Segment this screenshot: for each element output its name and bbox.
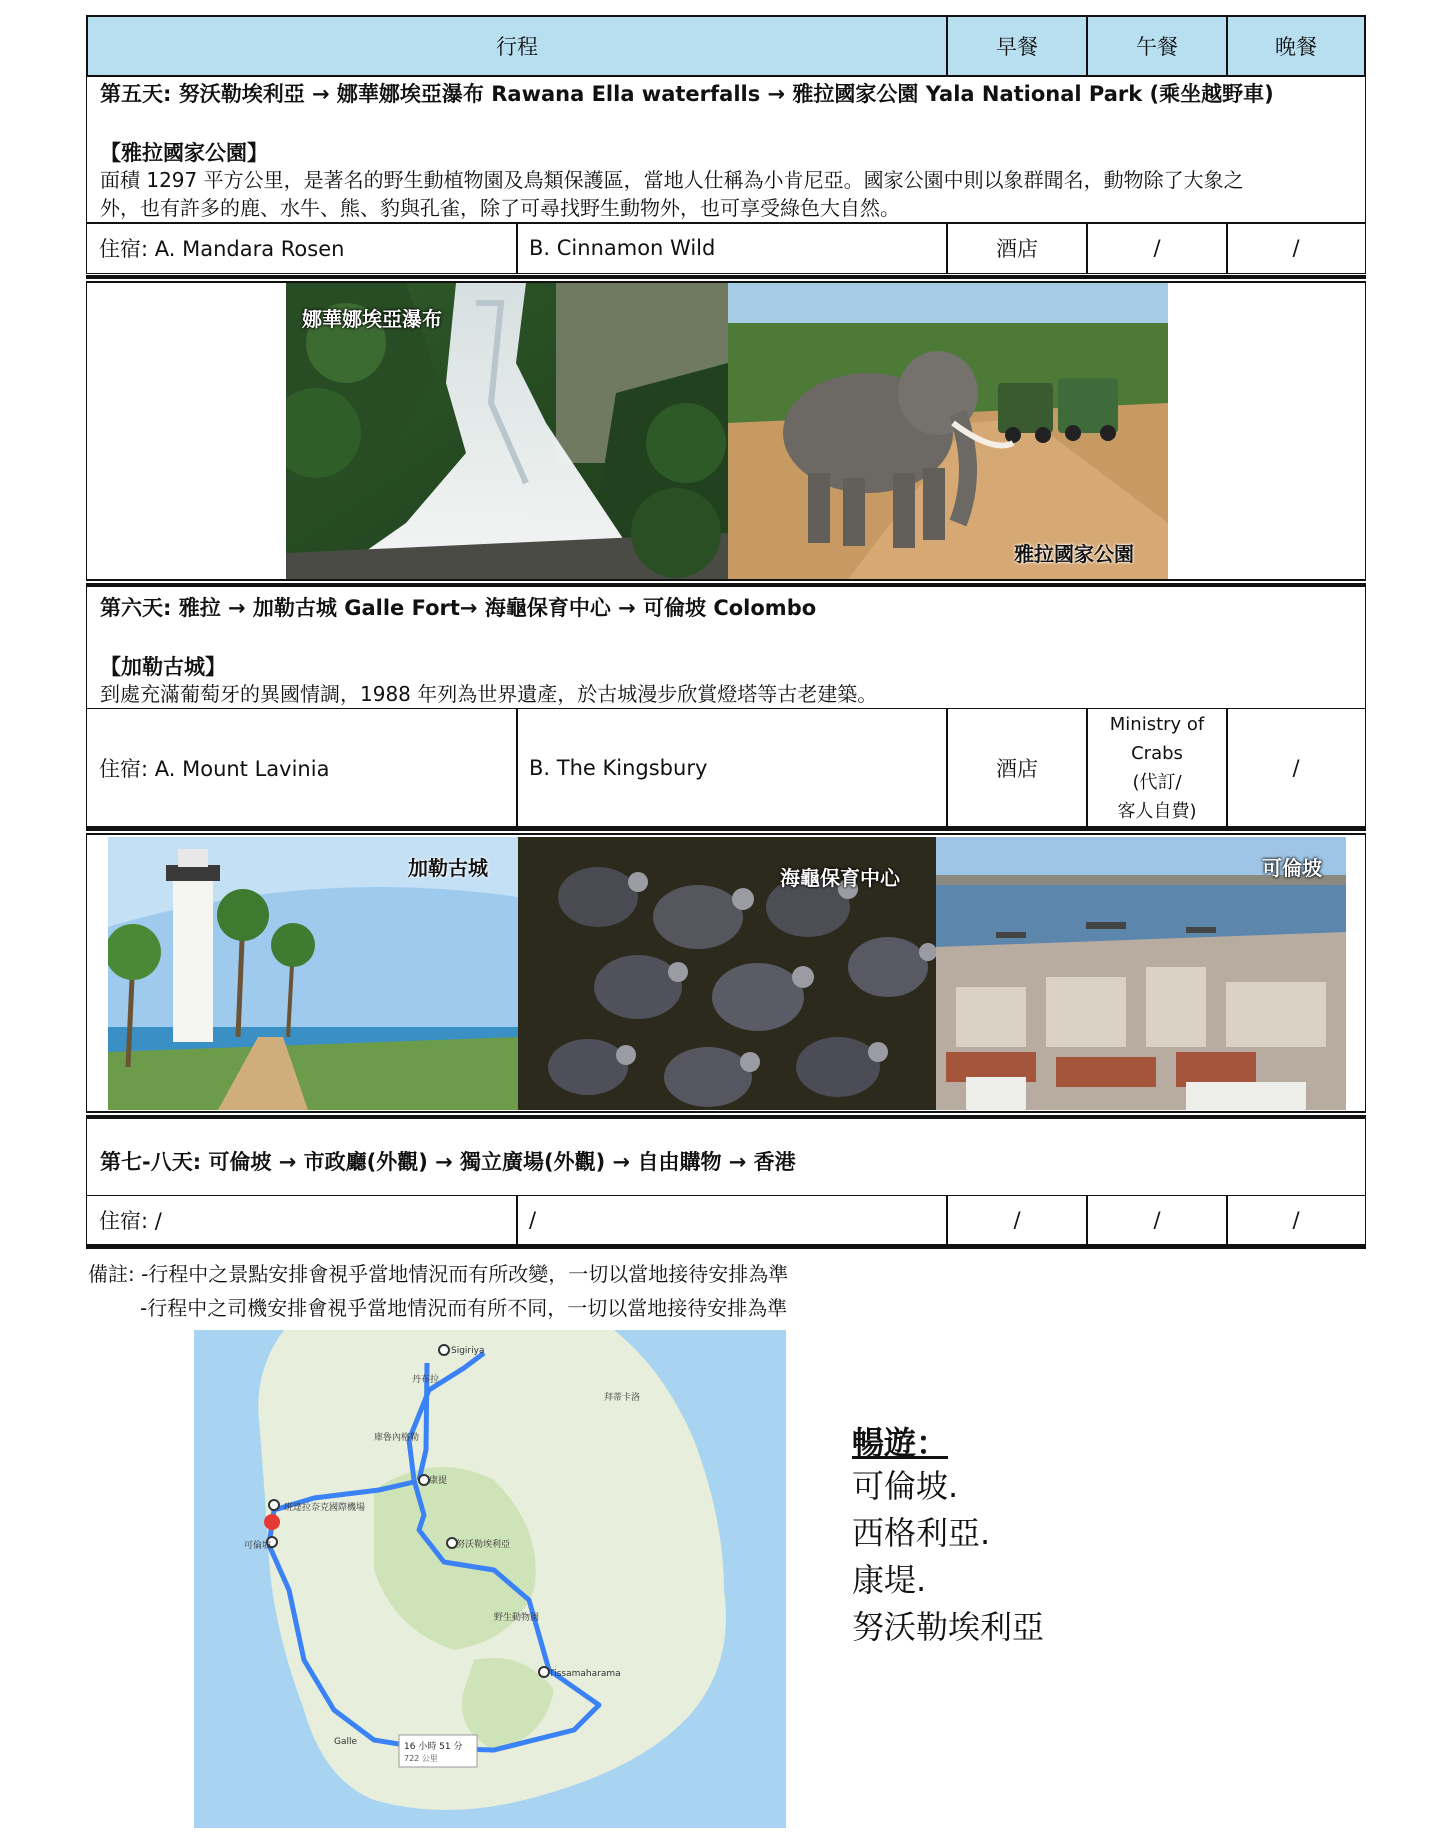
map-label-dambulla: 丹布拉 — [412, 1375, 440, 1385]
elephant-photo — [728, 283, 1168, 579]
tour-item: 努沃勒埃利亞 — [852, 1608, 1045, 1646]
map-label-nuwara: 努沃勒埃利亞 — [456, 1540, 511, 1550]
map-label-tissa: Tissamaharama — [549, 1669, 621, 1679]
map-label-batticaloa: 拜蒂卡洛 — [604, 1393, 641, 1403]
day5-title: 第五天: 努沃勒埃利亞 → 娜華娜埃亞瀑布 Rawana Ella waterfalls → 雅拉國家公園 Yala National Park (乘坐越野車) — [100, 82, 1274, 106]
divider — [86, 1245, 1366, 1249]
tour-item: 可倫坡. — [852, 1467, 959, 1505]
map-label-colombo: 可倫坡 — [244, 1541, 272, 1551]
day6-title: 第六天: 雅拉 → 加勒古城 Galle Fort→ 海龜保育中心 → 可倫坡 Colombo — [100, 596, 817, 620]
day6-desc: 到處充滿葡萄牙的異國情調，1988 年列為世界遺產，於古城漫步欣賞燈塔等古老建築。 — [100, 682, 878, 706]
divider — [86, 275, 1366, 279]
day6-hotel-b: B. The Kingsbury — [516, 708, 948, 827]
day78-title: 第七-八天: 可倫坡 → 市政廳(外觀) → 獨立廣場(外觀) → 自由購物 → 香港 — [100, 1150, 796, 1174]
day5-desc-2: 外，也有許多的鹿、水牛、熊、豹與孔雀，除了可尋找野生動物外，也可享受綠色大自然。 — [100, 196, 900, 220]
day5-lunch: / — [1086, 222, 1228, 274]
note-2: -行程中之司機安排會視乎當地情況而有所不同，一切以當地接待安排為準 — [140, 1296, 788, 1320]
day5-hotel-a: 住宿: A. Mandara Rosen — [86, 222, 518, 274]
day78-hotel-b: / — [516, 1195, 948, 1245]
route-distance-label: 722 公里 — [404, 1754, 438, 1763]
route-time-label: 16 小時 51 分 — [404, 1742, 463, 1752]
day78-lunch: / — [1086, 1195, 1228, 1245]
turtle-caption: 海龜保育中心 — [780, 866, 900, 890]
divider — [86, 579, 1366, 581]
day6-hotel-a: 住宿: A. Mount Lavinia — [86, 708, 518, 827]
note-1: 備註: -行程中之景點安排會視乎當地情況而有所改變，一切以當地接待安排為準 — [88, 1262, 789, 1286]
map-label-kurunegala: 庫魯內格勒 — [374, 1433, 420, 1443]
day6-dinner: / — [1226, 708, 1366, 827]
map-label-sigiriya: Sigiriya — [451, 1346, 485, 1356]
tour-item: 西格利亞. — [852, 1514, 991, 1552]
tour-item: 康堤. — [852, 1561, 927, 1599]
day5-breakfast: 酒店 — [946, 222, 1088, 274]
map-label-galle: Galle — [334, 1737, 358, 1747]
map-label-yala: 野生動物園 — [494, 1613, 540, 1623]
day6-lunch: Ministry of Crabs (代訂/ 客人自費) — [1086, 708, 1228, 827]
day6-breakfast: 酒店 — [946, 708, 1088, 827]
day5-section: 【雅拉國家公園】 — [100, 141, 268, 165]
map-label-kandy: 康提 — [429, 1476, 448, 1486]
tour-list — [852, 1463, 1044, 1651]
galle-caption: 加勒古城 — [408, 856, 488, 880]
day78-hotel-a: 住宿: / — [86, 1195, 518, 1245]
header-dinner: 晚餐 — [1226, 15, 1366, 77]
day78-dinner: / — [1226, 1195, 1366, 1245]
day6-section: 【加勒古城】 — [100, 655, 226, 679]
day78-breakfast: / — [946, 1195, 1088, 1245]
yala-caption: 雅拉國家公園 — [1014, 542, 1134, 566]
divider — [86, 1111, 1366, 1113]
day5-desc-1: 面積 1297 平方公里，是著名的野生動植物園及鳥類保護區，當地人仕稱為小肯尼亞。國家公園中則以象群聞名，動物除了大象之 — [100, 168, 1244, 192]
tour-heading: 暢遊： — [852, 1424, 949, 1462]
route-map — [194, 1330, 786, 1828]
header-lunch: 午餐 — [1086, 15, 1228, 77]
colombo-caption: 可倫坡 — [1262, 856, 1322, 880]
header-itinerary: 行程 — [86, 15, 948, 77]
waterfall-caption: 娜華娜埃亞瀑布 — [302, 307, 442, 331]
map-label-airport: 班達拉奈克國際機場 — [284, 1503, 366, 1513]
header-breakfast: 早餐 — [946, 15, 1088, 77]
day5-dinner: / — [1226, 222, 1366, 274]
day5-hotel-b: B. Cinnamon Wild — [516, 222, 948, 274]
divider — [86, 827, 1366, 831]
